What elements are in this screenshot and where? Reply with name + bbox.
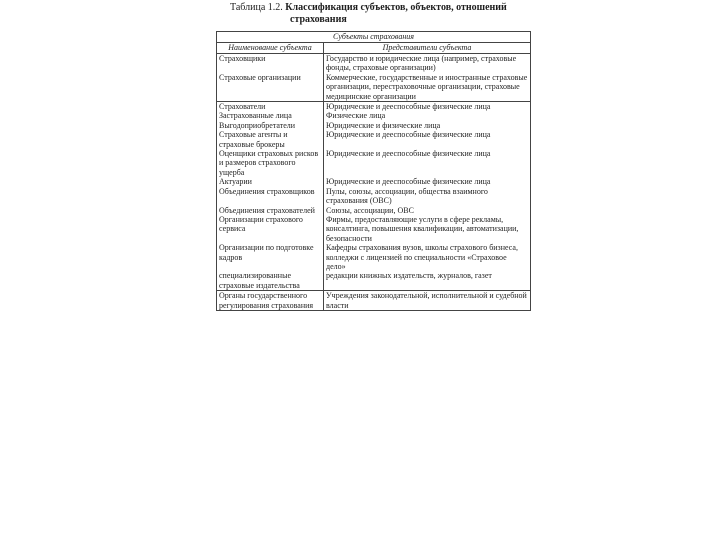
table-row	[217, 215, 531, 243]
representatives-cell: редакции книжных издательств, журналов, газет	[324, 271, 531, 290]
representatives-cell: Союзы, ассоциации, ОВС	[324, 206, 531, 215]
representatives-cell: Юридические и дееспособные физические лица	[324, 177, 531, 186]
table-row	[217, 177, 531, 186]
subject-cell: Страховые организации	[217, 73, 324, 102]
table-row	[217, 149, 531, 177]
representatives-cell: Юридические и дееспособные физические лица	[324, 130, 531, 149]
subject-cell: Страховые агенты и страховые брокеры	[217, 130, 324, 149]
subject-cell: Организации страхового сервиса	[217, 215, 324, 243]
representatives-cell: Фирмы, предоставляющие услуги в сфере рекламы, консалтинга, повышения квалификации, автоматизации, безопасности	[324, 215, 531, 243]
subject-cell: Объединения страхователей	[217, 206, 324, 215]
table-row	[217, 206, 531, 215]
caption-line-2: страхования	[290, 14, 347, 25]
subject-cell: специализированные страховые издательства	[217, 271, 324, 290]
subject-cell: Оценщики страховых рисков и размеров страхового ущерба	[217, 149, 324, 177]
table-row	[217, 243, 531, 271]
representatives-cell: Юридические и физические лица	[324, 121, 531, 130]
table-row	[217, 54, 531, 73]
table-top-header: Субъекты страхования	[217, 32, 531, 43]
table-row	[217, 187, 531, 206]
classification-table	[216, 31, 531, 311]
subject-cell: Страховщики	[217, 54, 324, 73]
subject-cell: Страхователи	[217, 102, 324, 112]
table-row	[217, 291, 531, 311]
table-row	[217, 111, 531, 120]
representatives-cell: Коммерческие, государственные и иностранные страховые организации, перестраховочные организации, страховые медицинские организации	[324, 73, 531, 102]
representatives-cell: Государство и юридические лица (например, страховые фонды, страховые организации)	[324, 54, 531, 73]
caption-bold: Классификация субъектов, объектов, отношений	[285, 2, 507, 13]
representatives-cell: Физические лица	[324, 111, 531, 120]
table-row	[217, 121, 531, 130]
table-row	[217, 130, 531, 149]
representatives-cell: Юридические и дееспособные физические лица	[324, 149, 531, 177]
representatives-cell: Юридические и дееспособные физические лица	[324, 102, 531, 112]
table-row	[217, 73, 531, 102]
representatives-cell: Учреждения законодательной, исполнительной и судебной власти	[324, 291, 531, 311]
subject-cell: Выгодоприобретатели	[217, 121, 324, 130]
representatives-cell: Пулы, союзы, ассоциации, общества взаимного страхования (ОВС)	[324, 187, 531, 206]
table-row	[217, 102, 531, 112]
subject-cell: Организации по подготовке кадров	[217, 243, 324, 271]
caption-line-1	[230, 2, 530, 14]
col-header-reps: Представители субъекта	[324, 43, 531, 54]
caption-prefix: Таблица 1.2.	[230, 2, 283, 13]
col-header-subject: Наименование субъекта	[217, 43, 324, 54]
representatives-cell: Кафедры страхования вузов, школы страхового бизнеса, колледжи с лицензией по специальности «Страховое дело»	[324, 243, 531, 271]
table-caption	[230, 2, 530, 26]
subject-cell: Органы государственного регулирования страхования	[217, 291, 324, 311]
table-row	[217, 271, 531, 290]
subject-cell: Актуарии	[217, 177, 324, 186]
subject-cell: Объединения страховщиков	[217, 187, 324, 206]
subject-cell: Застрахованные лица	[217, 111, 324, 120]
